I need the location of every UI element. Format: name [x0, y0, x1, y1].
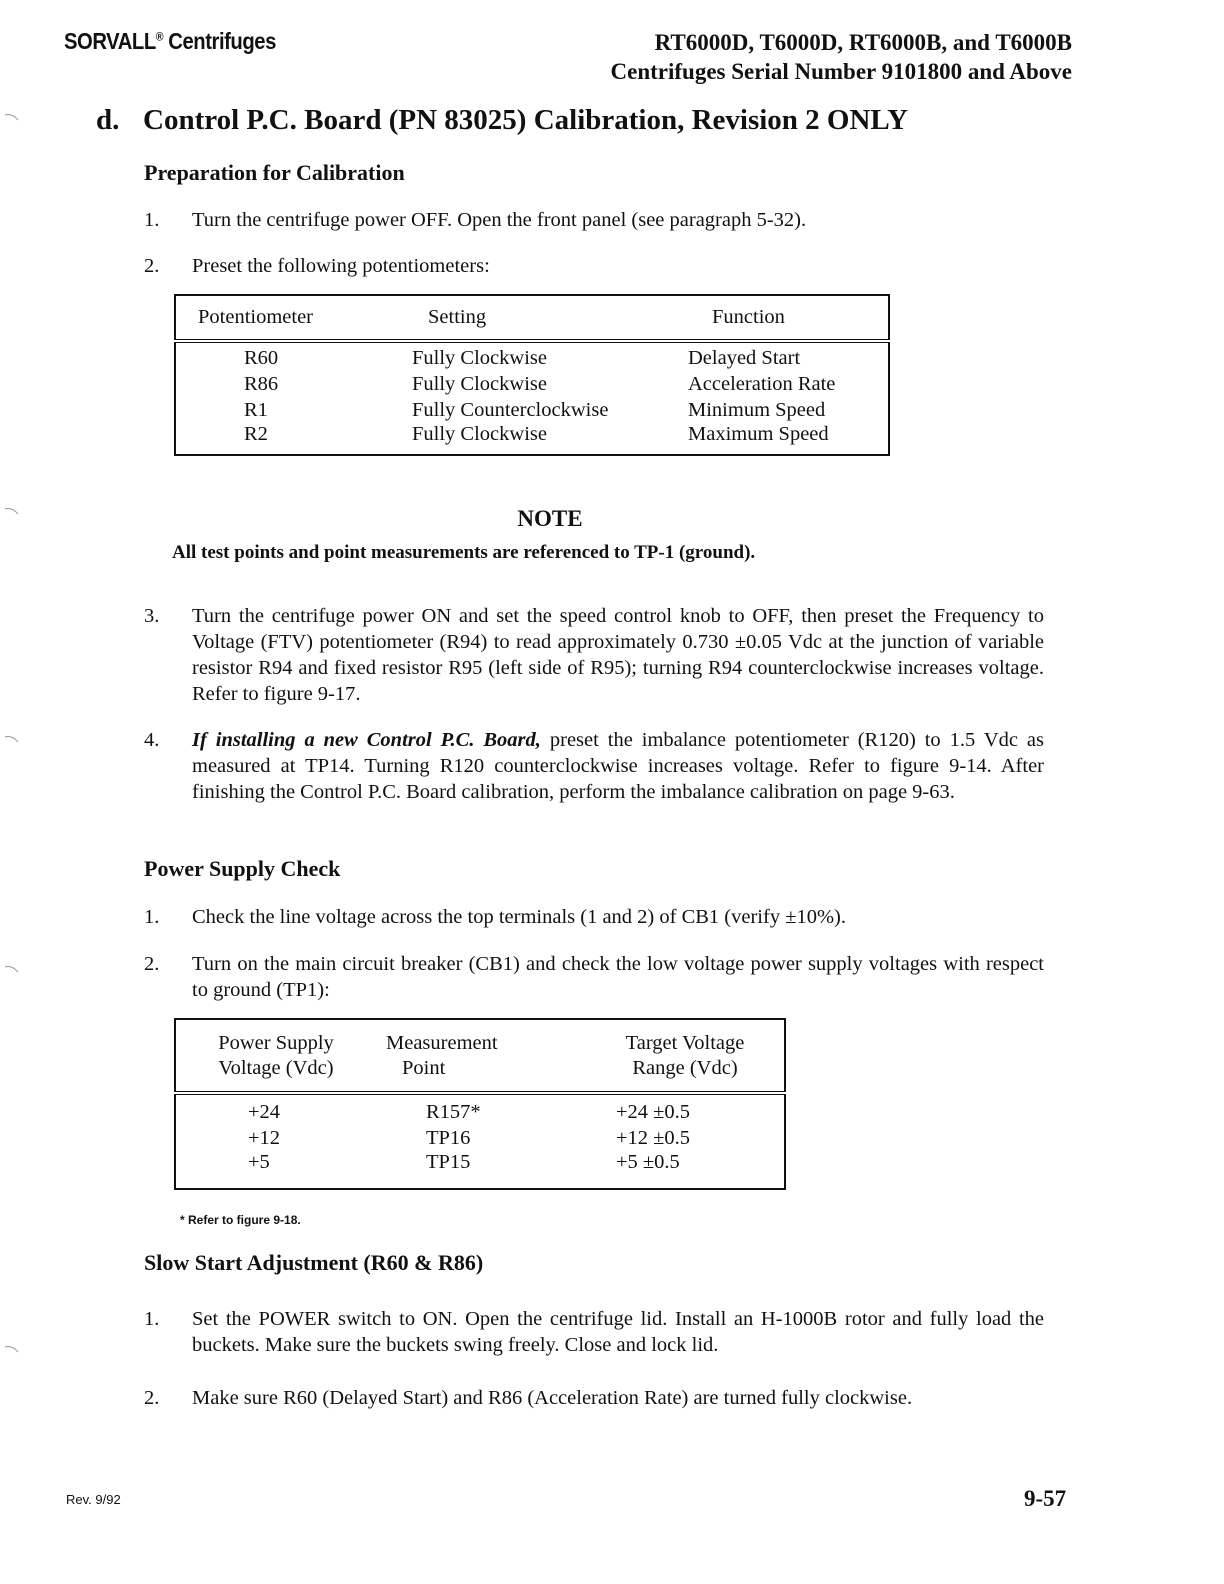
table-cell: Maximum Speed — [688, 423, 829, 445]
power-step-2 — [144, 951, 1044, 1003]
header-line: Power Supply — [218, 1031, 334, 1054]
power-step-1 — [144, 904, 1044, 930]
page-number: 9-57 — [1024, 1486, 1067, 1511]
table-cell: Minimum Speed — [688, 398, 826, 421]
prep-step-2 — [144, 253, 1044, 279]
column-header: Potentiometer — [198, 306, 314, 328]
table-cell: R2 — [244, 423, 268, 445]
table-cell: +12 — [248, 1126, 281, 1149]
step-text: Make sure R60 (Delayed Start) and R86 (Acceleration Rate) are turned fully clockwise. — [192, 1387, 913, 1409]
power-supply-table — [174, 1018, 786, 1190]
prep-step-4 — [144, 727, 1044, 805]
step-number: 1. — [144, 906, 160, 928]
header-line: Voltage (Vdc) — [218, 1056, 334, 1079]
step-body: preset the imbalance potentiometer (R120) to 1.5 Vdc as measured at TP14. Turning R120 counterclockwise increases voltage. Refer to figure 9-14. After finishing the Control P.C. Board calibration, perform the imbalance calibration on page 9-63. — [192, 729, 1044, 803]
serial-line: Centrifuges Serial Number 9101800 and Above — [610, 59, 1072, 84]
step-number: 3. — [144, 605, 160, 627]
table-cell: +12 ±0.5 — [616, 1126, 691, 1149]
revision-label: Rev. 9/92 — [66, 1492, 121, 1507]
step-number: 2. — [144, 255, 160, 277]
column-header: Function — [712, 306, 785, 328]
step-number: 2. — [144, 1387, 160, 1409]
table-cell: R60 — [244, 346, 279, 369]
table-cell: R157* — [426, 1100, 481, 1123]
step-text: Check the line voltage across the top terminals (1 and 2) of CB1 (verify ±10%). — [192, 906, 846, 928]
table-cell: TP15 — [426, 1151, 471, 1173]
table-cell: +5 — [248, 1151, 270, 1173]
table-cell: R1 — [244, 398, 268, 421]
header-line: Target Voltage — [625, 1031, 745, 1054]
prep-step-1 — [144, 207, 1044, 233]
table-cell: +24 ±0.5 — [616, 1100, 691, 1123]
models-line: RT6000D, T6000D, RT6000B, and T6000B — [654, 30, 1072, 55]
column-header — [376, 1019, 586, 1093]
step-number: 4. — [144, 729, 160, 751]
preparation-heading: Preparation for Calibration — [144, 160, 405, 185]
table-cell: Fully Counterclockwise — [412, 398, 609, 421]
brand-header — [64, 28, 276, 55]
step-text: Turn the centrifuge power ON and set the speed control knob to OFF, then preset the Frequency to Voltage (FTV) potentiometer (R94) to read approximately 0.730 ±0.05 Vdc at the junction of variable resistor R94 and fixed resistor R95 (left side of R95); turning R94 counterclockwise increases voltage. Refer to figure 9-17. — [192, 605, 1044, 705]
table-cell: Delayed Start — [688, 346, 801, 369]
table-row — [175, 345, 889, 371]
power-supply-heading: Power Supply Check — [144, 856, 341, 881]
step-text: Set the POWER switch to ON. Open the centrifuge lid. Install an H-1000B rotor and fully load the buckets. Make sure the buckets swing freely. Close and lock lid. — [192, 1308, 1044, 1356]
step-text: Turn the centrifuge power OFF. Open the front panel (see paragraph 5-32). — [192, 209, 807, 231]
step-number: 1. — [144, 209, 160, 231]
models-header — [611, 28, 1073, 86]
header-line: Range (Vdc) — [632, 1056, 738, 1079]
registered-mark: ® — [155, 29, 164, 44]
table-row — [175, 1125, 785, 1151]
table-row — [175, 423, 889, 455]
prep-step-3 — [144, 603, 1044, 707]
column-header — [586, 1019, 785, 1093]
table-cell: Fully Clockwise — [412, 423, 547, 445]
table-cell: +24 — [248, 1100, 281, 1123]
table-cell: +5 ±0.5 — [616, 1151, 680, 1173]
section-letter: d. — [96, 104, 120, 136]
brand-name: SORVALL — [64, 28, 156, 54]
table-header-row — [175, 295, 889, 341]
binder-mark-icon — [4, 506, 20, 516]
column-header: Setting — [428, 306, 487, 328]
table-row — [175, 1151, 785, 1189]
section-title — [96, 104, 908, 137]
section-title-text: Control P.C. Board (PN 83025) Calibration, Revision 2 ONLY — [143, 104, 909, 136]
step-text: Turn on the main circuit breaker (CB1) and check the low voltage power supply voltages with respect to ground (TP1): — [192, 953, 1044, 1001]
binder-mark-icon — [4, 964, 20, 974]
binder-mark-icon — [4, 1344, 20, 1354]
table-row — [175, 371, 889, 397]
step-text — [192, 727, 1044, 805]
column-header — [175, 1019, 376, 1093]
slow-start-step-1 — [144, 1306, 1044, 1358]
table-cell: Fully Clockwise — [412, 372, 547, 395]
header-line: Measurement — [386, 1031, 498, 1054]
potentiometer-table — [174, 294, 890, 456]
table-cell: Acceleration Rate — [688, 372, 836, 395]
brand-suffix: Centrifuges — [168, 28, 276, 54]
step-number: 1. — [144, 1308, 160, 1330]
note-title: NOTE — [517, 506, 583, 531]
table-row — [175, 1099, 785, 1125]
table-cell: TP16 — [426, 1126, 471, 1149]
slow-start-step-2 — [144, 1385, 1044, 1411]
slow-start-heading: Slow Start Adjustment (R60 & R86) — [144, 1250, 484, 1275]
binder-mark-icon — [4, 734, 20, 744]
header-line: Point — [402, 1056, 446, 1079]
table-header-row — [175, 1019, 785, 1093]
binder-mark-icon — [4, 112, 20, 122]
step-text: Preset the following potentiometers: — [192, 255, 490, 277]
table-cell: R86 — [244, 372, 279, 395]
emphasis-text: If installing a new Control P.C. Board, — [192, 729, 541, 751]
step-number: 2. — [144, 953, 160, 975]
note-text: All test points and point measurements are referenced to TP-1 (ground). — [172, 542, 756, 563]
table-row — [175, 397, 889, 423]
table-footnote: * Refer to figure 9-18. — [180, 1213, 301, 1227]
table-cell: Fully Clockwise — [412, 346, 547, 369]
